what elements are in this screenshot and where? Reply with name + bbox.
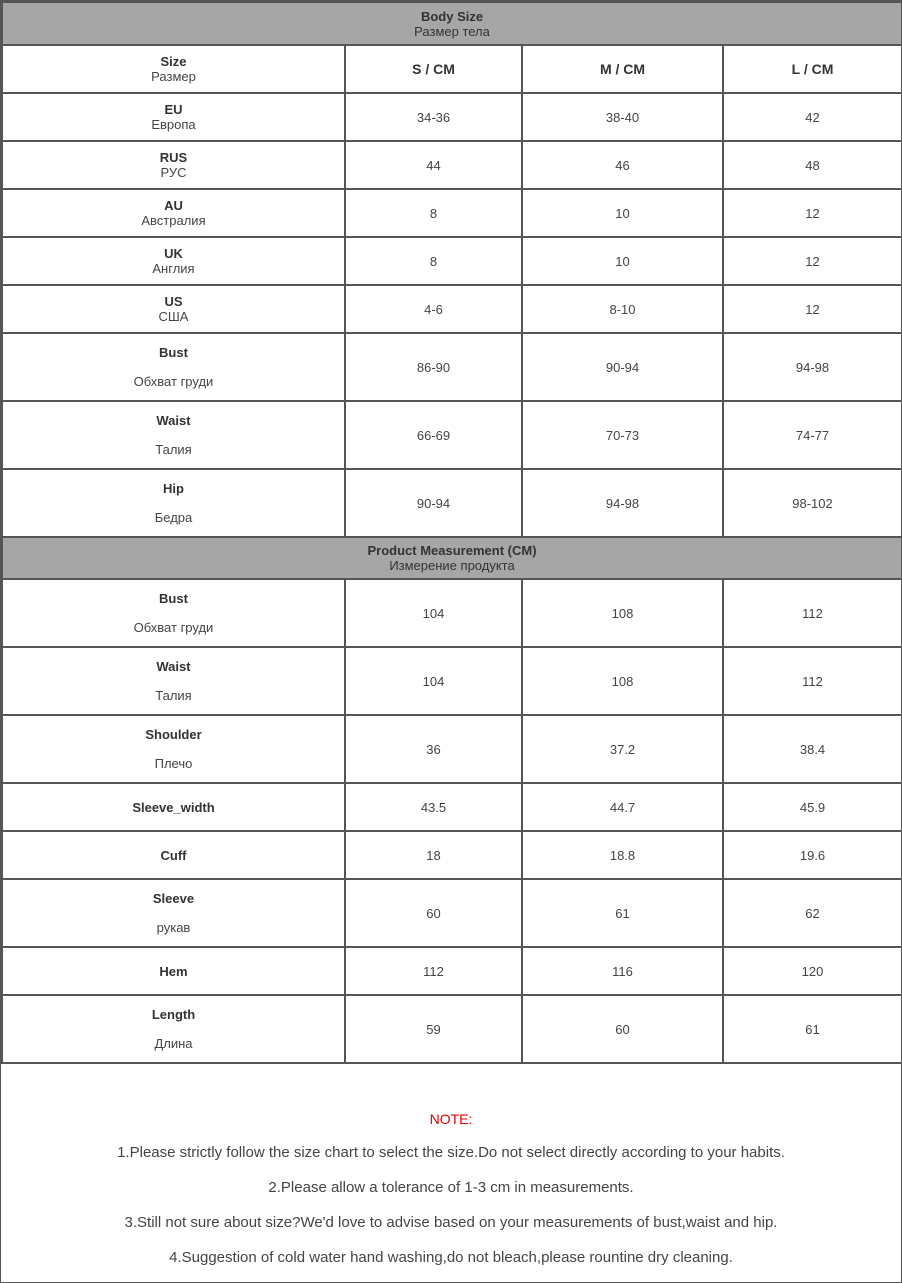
cell-s: 44 [345,141,522,189]
row-label [2,579,345,647]
column-header-m: M / CM [522,45,723,93]
table-row [2,947,902,995]
row-label-ru: Англия [152,261,195,276]
cell-l: 12 [723,285,902,333]
column-header-l: L / CM [723,45,902,93]
cell-l: 48 [723,141,902,189]
column-header-row [2,45,902,93]
cell-s: 86-90 [345,333,522,401]
section-title-ru: Размер тела [414,23,490,39]
table-row [2,831,902,879]
row-label-en: Waist [156,659,191,674]
row-label-en: Hip [163,481,184,496]
cell-s: 104 [345,579,522,647]
cell-s: 4-6 [345,285,522,333]
row-label-en: Sleeve_width [132,799,215,815]
size-header-en: Size [160,54,187,69]
row-label-en: Shoulder [145,727,202,742]
table-row [2,93,902,141]
row-label-ru: Европа [151,117,196,132]
cell-s: 60 [345,879,522,947]
row-label [2,333,345,401]
cell-m: 116 [522,947,723,995]
row-label [2,879,345,947]
table-row [2,401,902,469]
row-label [2,947,345,995]
row-label [2,401,345,469]
section-title-en: Body Size [420,8,484,24]
section-title-body-size [2,2,902,45]
note-line-4: 4.Suggestion of cold water hand washing,do not bleach,please rountine dry cleaning. [169,1249,733,1266]
cell-m: 108 [522,579,723,647]
section-header-body-size [2,2,902,45]
cell-s: 59 [345,995,522,1063]
row-label-en: UK [164,246,183,261]
cell-m: 38-40 [522,93,723,141]
row-label-en: Waist [156,413,191,428]
cell-l: 74-77 [723,401,902,469]
cell-m: 61 [522,879,723,947]
size-table [1,1,902,1064]
cell-m: 70-73 [522,401,723,469]
table-row [2,285,902,333]
row-label [2,469,345,537]
table-row [2,783,902,831]
row-label-ru: Обхват груди [133,374,214,389]
row-label-ru: Бедра [154,510,193,525]
row-label-ru: Талия [155,688,192,703]
table-row [2,647,902,715]
cell-l: 62 [723,879,902,947]
cell-l: 94-98 [723,333,902,401]
table-row [2,579,902,647]
row-label-en: RUS [159,150,188,165]
row-label [2,831,345,879]
cell-l: 38.4 [723,715,902,783]
row-label [2,189,345,237]
table-row [2,469,902,537]
row-label-ru: США [158,309,189,324]
table-row [2,715,902,783]
cell-m: 94-98 [522,469,723,537]
cell-l: 112 [723,579,902,647]
row-label-ru: Австралия [141,213,206,228]
size-header-cell [2,45,345,93]
row-label [2,141,345,189]
table-row [2,995,902,1063]
table-row [2,333,902,401]
table-row [2,237,902,285]
cell-s: 112 [345,947,522,995]
cell-l: 112 [723,647,902,715]
cell-l: 12 [723,237,902,285]
section-title-ru: Измерение продукта [389,558,515,573]
cell-m: 60 [522,995,723,1063]
cell-s: 66-69 [345,401,522,469]
cell-l: 45.9 [723,783,902,831]
cell-m: 10 [522,189,723,237]
cell-s: 8 [345,237,522,285]
cell-m: 8-10 [522,285,723,333]
note-line-2: 2.Please allow a tolerance of 1-3 cm in measurements. [268,1179,634,1196]
row-label-en: AU [164,198,183,213]
row-label-en: Bust [159,345,188,360]
cell-l: 42 [723,93,902,141]
row-label-en: Cuff [160,847,187,863]
row-label-ru: РУС [160,165,187,180]
row-label-en: Length [151,1007,196,1022]
cell-m: 46 [522,141,723,189]
cell-m: 90-94 [522,333,723,401]
column-header-s: S / CM [345,45,522,93]
notes-section [1,1063,901,1282]
note-title: NOTE: [429,1111,473,1127]
cell-s: 104 [345,647,522,715]
cell-m: 44.7 [522,783,723,831]
cell-m: 108 [522,647,723,715]
row-label-en: Sleeve [152,891,195,906]
cell-m: 37.2 [522,715,723,783]
note-line-1: 1.Please strictly follow the size chart to select the size.Do not select directly according to your habits. [117,1144,785,1161]
cell-l: 61 [723,995,902,1063]
row-label-ru: Талия [155,442,192,457]
row-label [2,647,345,715]
row-label-en: Hem [159,963,188,979]
row-label-ru: Длина [154,1036,193,1051]
cell-m: 18.8 [522,831,723,879]
row-label [2,93,345,141]
cell-s: 36 [345,715,522,783]
size-header-ru: Размер [151,69,196,84]
cell-s: 8 [345,189,522,237]
row-label-ru: Плечо [154,756,193,771]
row-label-en: US [164,294,183,309]
row-label-ru: Обхват груди [133,620,214,635]
cell-l: 19.6 [723,831,902,879]
table-row [2,879,902,947]
row-label [2,237,345,285]
cell-m: 10 [522,237,723,285]
cell-s: 34-36 [345,93,522,141]
row-label [2,995,345,1063]
row-label [2,285,345,333]
cell-s: 43.5 [345,783,522,831]
row-label [2,783,345,831]
section-title-en: Product Measurement (CM) [367,543,537,558]
cell-s: 90-94 [345,469,522,537]
cell-l: 98-102 [723,469,902,537]
note-line-3: 3.Still not sure about size?We'd love to advise based on your measurements of bust,waist and hip. [124,1214,778,1231]
cell-l: 120 [723,947,902,995]
row-label-en: EU [164,102,183,117]
row-label-en: Bust [159,591,188,606]
table-row [2,189,902,237]
cell-l: 12 [723,189,902,237]
row-label [2,715,345,783]
table-row [2,141,902,189]
row-label-ru: рукав [156,920,191,935]
section-header-product [2,537,902,579]
cell-s: 18 [345,831,522,879]
section-title-product [2,537,902,579]
